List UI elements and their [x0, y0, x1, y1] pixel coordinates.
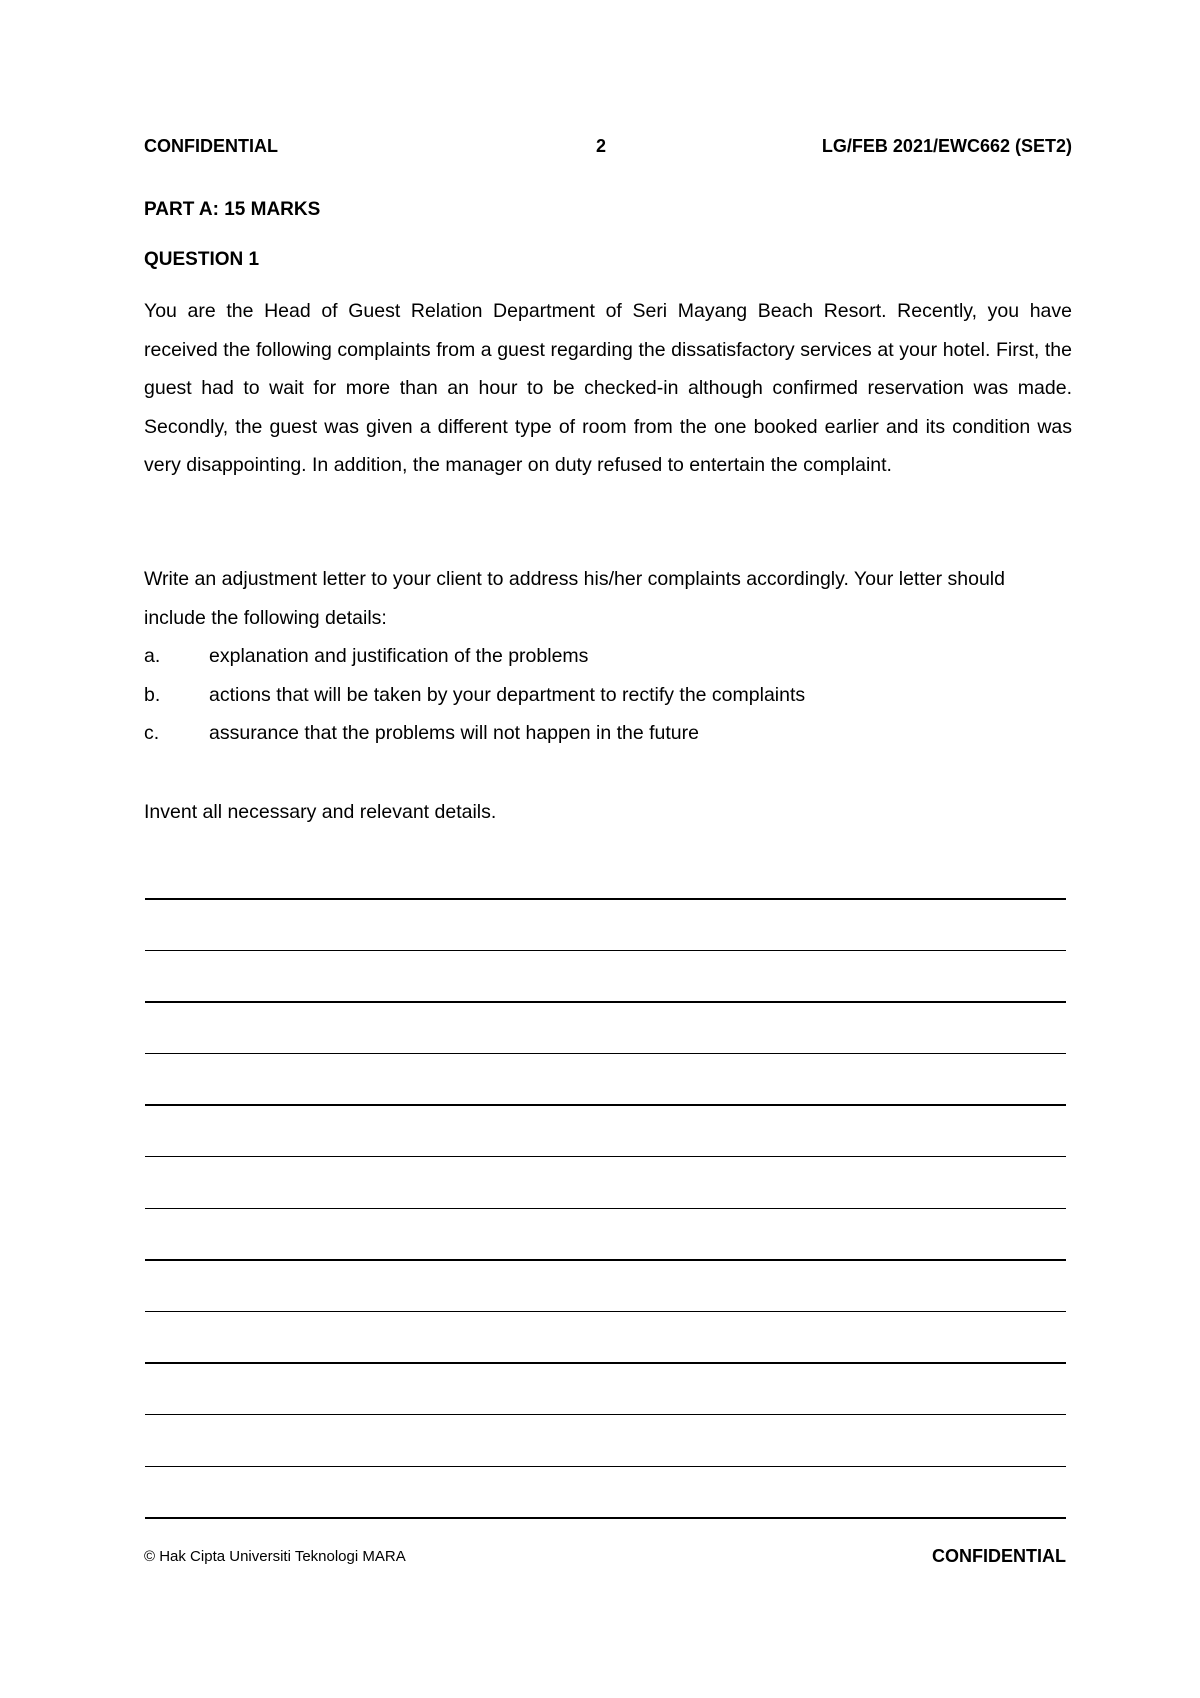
header-exam-code: LG/FEB 2021/EWC662 (SET2) — [821, 136, 1072, 156]
answer-line — [145, 1311, 1066, 1313]
answer-line — [145, 1001, 1066, 1003]
question-scenario-paragraph: You are the Head of Guest Relation Department of Seri Mayang Beach Resort. Recently, you have received the following complaints from a guest regarding the dissatisfactory services at your hotel. First, the guest had to wait for more than an hour to be checked-in although confirmed reservation was made. Secondly, the guest was given a different type of room from the one booked earlier and its condition was very disappointing. In addition, the manager on duty refused to entertain the complaint. — [144, 300, 1072, 476]
question-task-paragraph: Write an adjustment letter to your client to address his/her complaints accordingly. Your letter should include the following details: — [144, 568, 1005, 629]
footer-confidential-label: CONFIDENTIAL — [932, 1546, 1066, 1566]
answer-line — [145, 898, 1066, 900]
footer-copyright: © Hak Cipta Universiti Teknologi MARA — [144, 1548, 406, 1565]
page-footer — [144, 1546, 1066, 1570]
answer-line — [145, 1259, 1066, 1261]
list-item — [144, 714, 1072, 753]
list-item — [144, 676, 1072, 715]
answer-line — [145, 1466, 1066, 1468]
list-item-text: actions that will be taken by your department to rectify the complaints — [209, 683, 806, 706]
answer-line — [145, 1104, 1066, 1106]
list-item-text: assurance that the problems will not happen in the future — [209, 722, 699, 744]
list-item-marker: a. — [144, 645, 161, 667]
answer-line — [145, 1517, 1066, 1519]
header-confidential-label: CONFIDENTIAL — [144, 136, 278, 156]
answer-line — [145, 1362, 1066, 1364]
requirements-list — [144, 637, 1072, 753]
page-header — [144, 136, 1072, 160]
part-title: PART A: 15 MARKS — [144, 199, 321, 220]
instruction-text: Invent all necessary and relevant details. — [144, 801, 497, 823]
answer-line — [145, 950, 1066, 952]
list-item-text: explanation and justification of the problems — [209, 645, 589, 667]
answer-line — [145, 1414, 1066, 1416]
answer-line — [145, 1156, 1066, 1158]
question-title: QUESTION 1 — [144, 249, 260, 270]
list-item — [144, 637, 1072, 676]
answer-line — [145, 1053, 1066, 1055]
answer-line — [145, 1208, 1066, 1210]
list-item-marker: c. — [144, 722, 160, 744]
header-page-number: 2 — [596, 136, 607, 156]
list-item-marker: b. — [144, 683, 161, 706]
answer-lines — [145, 898, 1066, 1569]
